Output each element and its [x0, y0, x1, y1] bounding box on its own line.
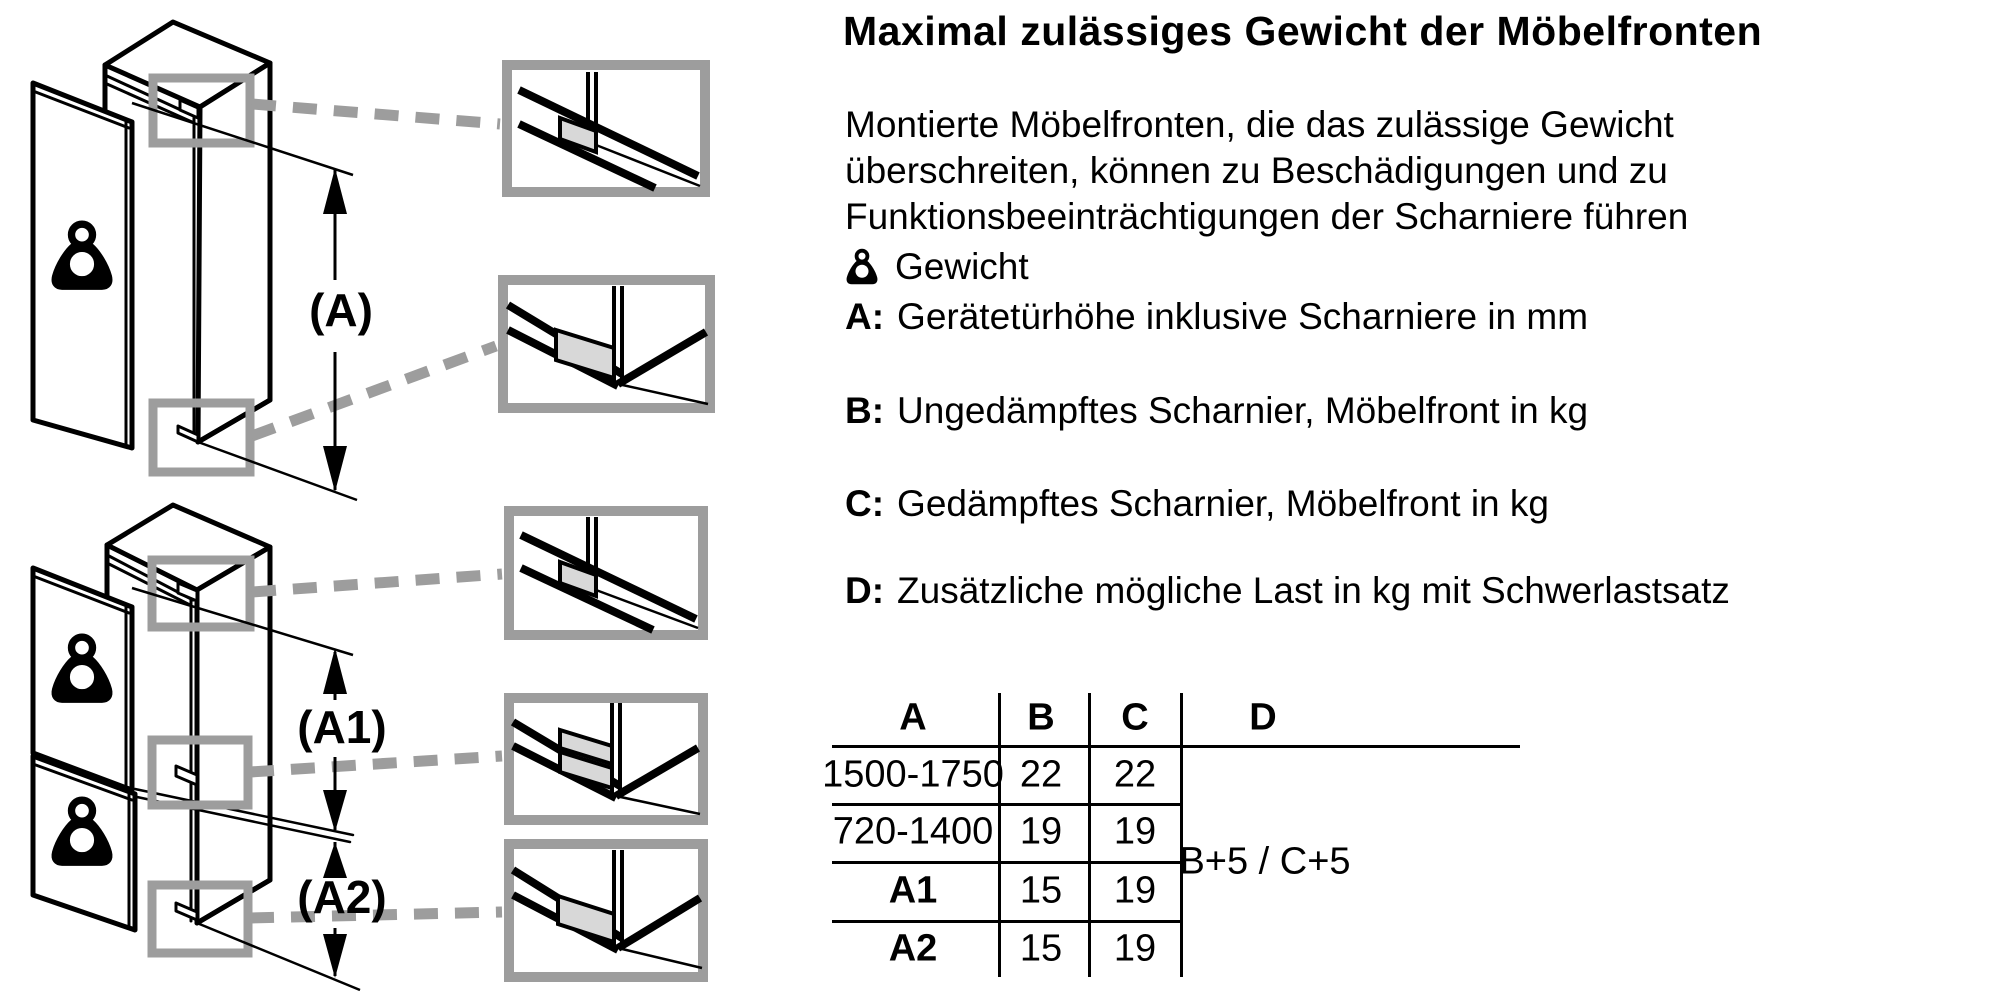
hinge-detail-box-1: [507, 65, 705, 192]
legend-item-a: [845, 296, 1588, 338]
hinge-detail-box-3: [509, 511, 703, 635]
legend-item-b: [845, 390, 1588, 432]
table-cell-b: 19: [1019, 810, 1063, 853]
warning-paragraph-line: überschreiten, können zu Beschädigungen und zu: [845, 150, 1668, 191]
legend-key-d: D:: [845, 570, 885, 611]
page-title: Maximal zulässiges Gewicht der Möbelfronten: [843, 8, 1763, 54]
weight-icon: [845, 246, 879, 288]
table-cell-a: 1500-1750: [822, 753, 1004, 796]
table-cell-b: 22: [1019, 753, 1063, 796]
dashed-connector-2: [252, 346, 496, 436]
table-row-rule: [832, 803, 1182, 806]
table-cell-d-span: B+5 / C+5: [1179, 840, 1351, 883]
table-cell-a: A2: [888, 927, 938, 970]
legend-item-d: [845, 570, 1730, 612]
table-header-a: A: [899, 696, 927, 739]
dashed-connector-1: [252, 104, 500, 124]
table-cell-b: 15: [1019, 869, 1063, 912]
table-cell-b: 15: [1019, 927, 1063, 970]
legend-text-c: Gedämpftes Scharnier, Möbelfront in kg: [897, 483, 1549, 524]
weights-table: [760, 693, 1570, 983]
dashed-connector-4: [250, 756, 502, 772]
dimension-label-a: (A): [309, 284, 373, 336]
table-cell-c: 19: [1113, 927, 1157, 970]
table-header-d: D: [1249, 696, 1277, 739]
legend-key-a: A:: [845, 296, 885, 337]
table-cell-c: 19: [1113, 810, 1157, 853]
table-column-rule: [1180, 693, 1183, 977]
hinge-detail-box-5: [509, 844, 703, 977]
table-cell-a: A1: [888, 869, 938, 912]
legend-text-b: Ungedämpftes Scharnier, Möbelfront in kg: [897, 390, 1589, 431]
warning-paragraph-line: Funktionsbeeinträchtigungen der Scharniere führen: [845, 196, 1689, 237]
table-header-rule: [832, 745, 1520, 748]
table-header-c: C: [1121, 696, 1149, 739]
table-row-rule: [832, 861, 1182, 864]
table-cell-c: 19: [1113, 869, 1157, 912]
table-cell-a: 720-1400: [832, 810, 994, 853]
hinge-detail-box-4: [509, 698, 703, 820]
table-cell-c: 22: [1113, 753, 1157, 796]
legend-item-c: [845, 483, 1549, 525]
legend-key-c: C:: [845, 483, 885, 524]
diagram-illustration: [0, 0, 760, 1000]
dimension-label-a2: (A2): [297, 871, 387, 923]
dashed-connector-3: [252, 574, 502, 592]
warning-paragraph: [845, 102, 1688, 240]
legend-item-weight: [845, 246, 1029, 288]
table-header-b: B: [1027, 696, 1055, 739]
legend-key-b: B:: [845, 390, 885, 431]
table-column-rule: [1088, 693, 1091, 977]
legend-text-a: Gerätetürhöhe inklusive Scharniere in mm: [897, 296, 1589, 337]
legend-text-d: Zusätzliche mögliche Last in kg mit Schwerlastsatz: [897, 570, 1730, 611]
warning-paragraph-line: Montierte Möbelfronten, die das zulässige Gewicht: [845, 104, 1674, 145]
hinge-detail-box-2: [503, 280, 710, 408]
legend-weight-label: Gewicht: [895, 246, 1029, 287]
table-row-rule: [832, 920, 1182, 923]
table-column-rule: [998, 693, 1001, 977]
dimension-label-a1: (A1): [297, 701, 387, 753]
